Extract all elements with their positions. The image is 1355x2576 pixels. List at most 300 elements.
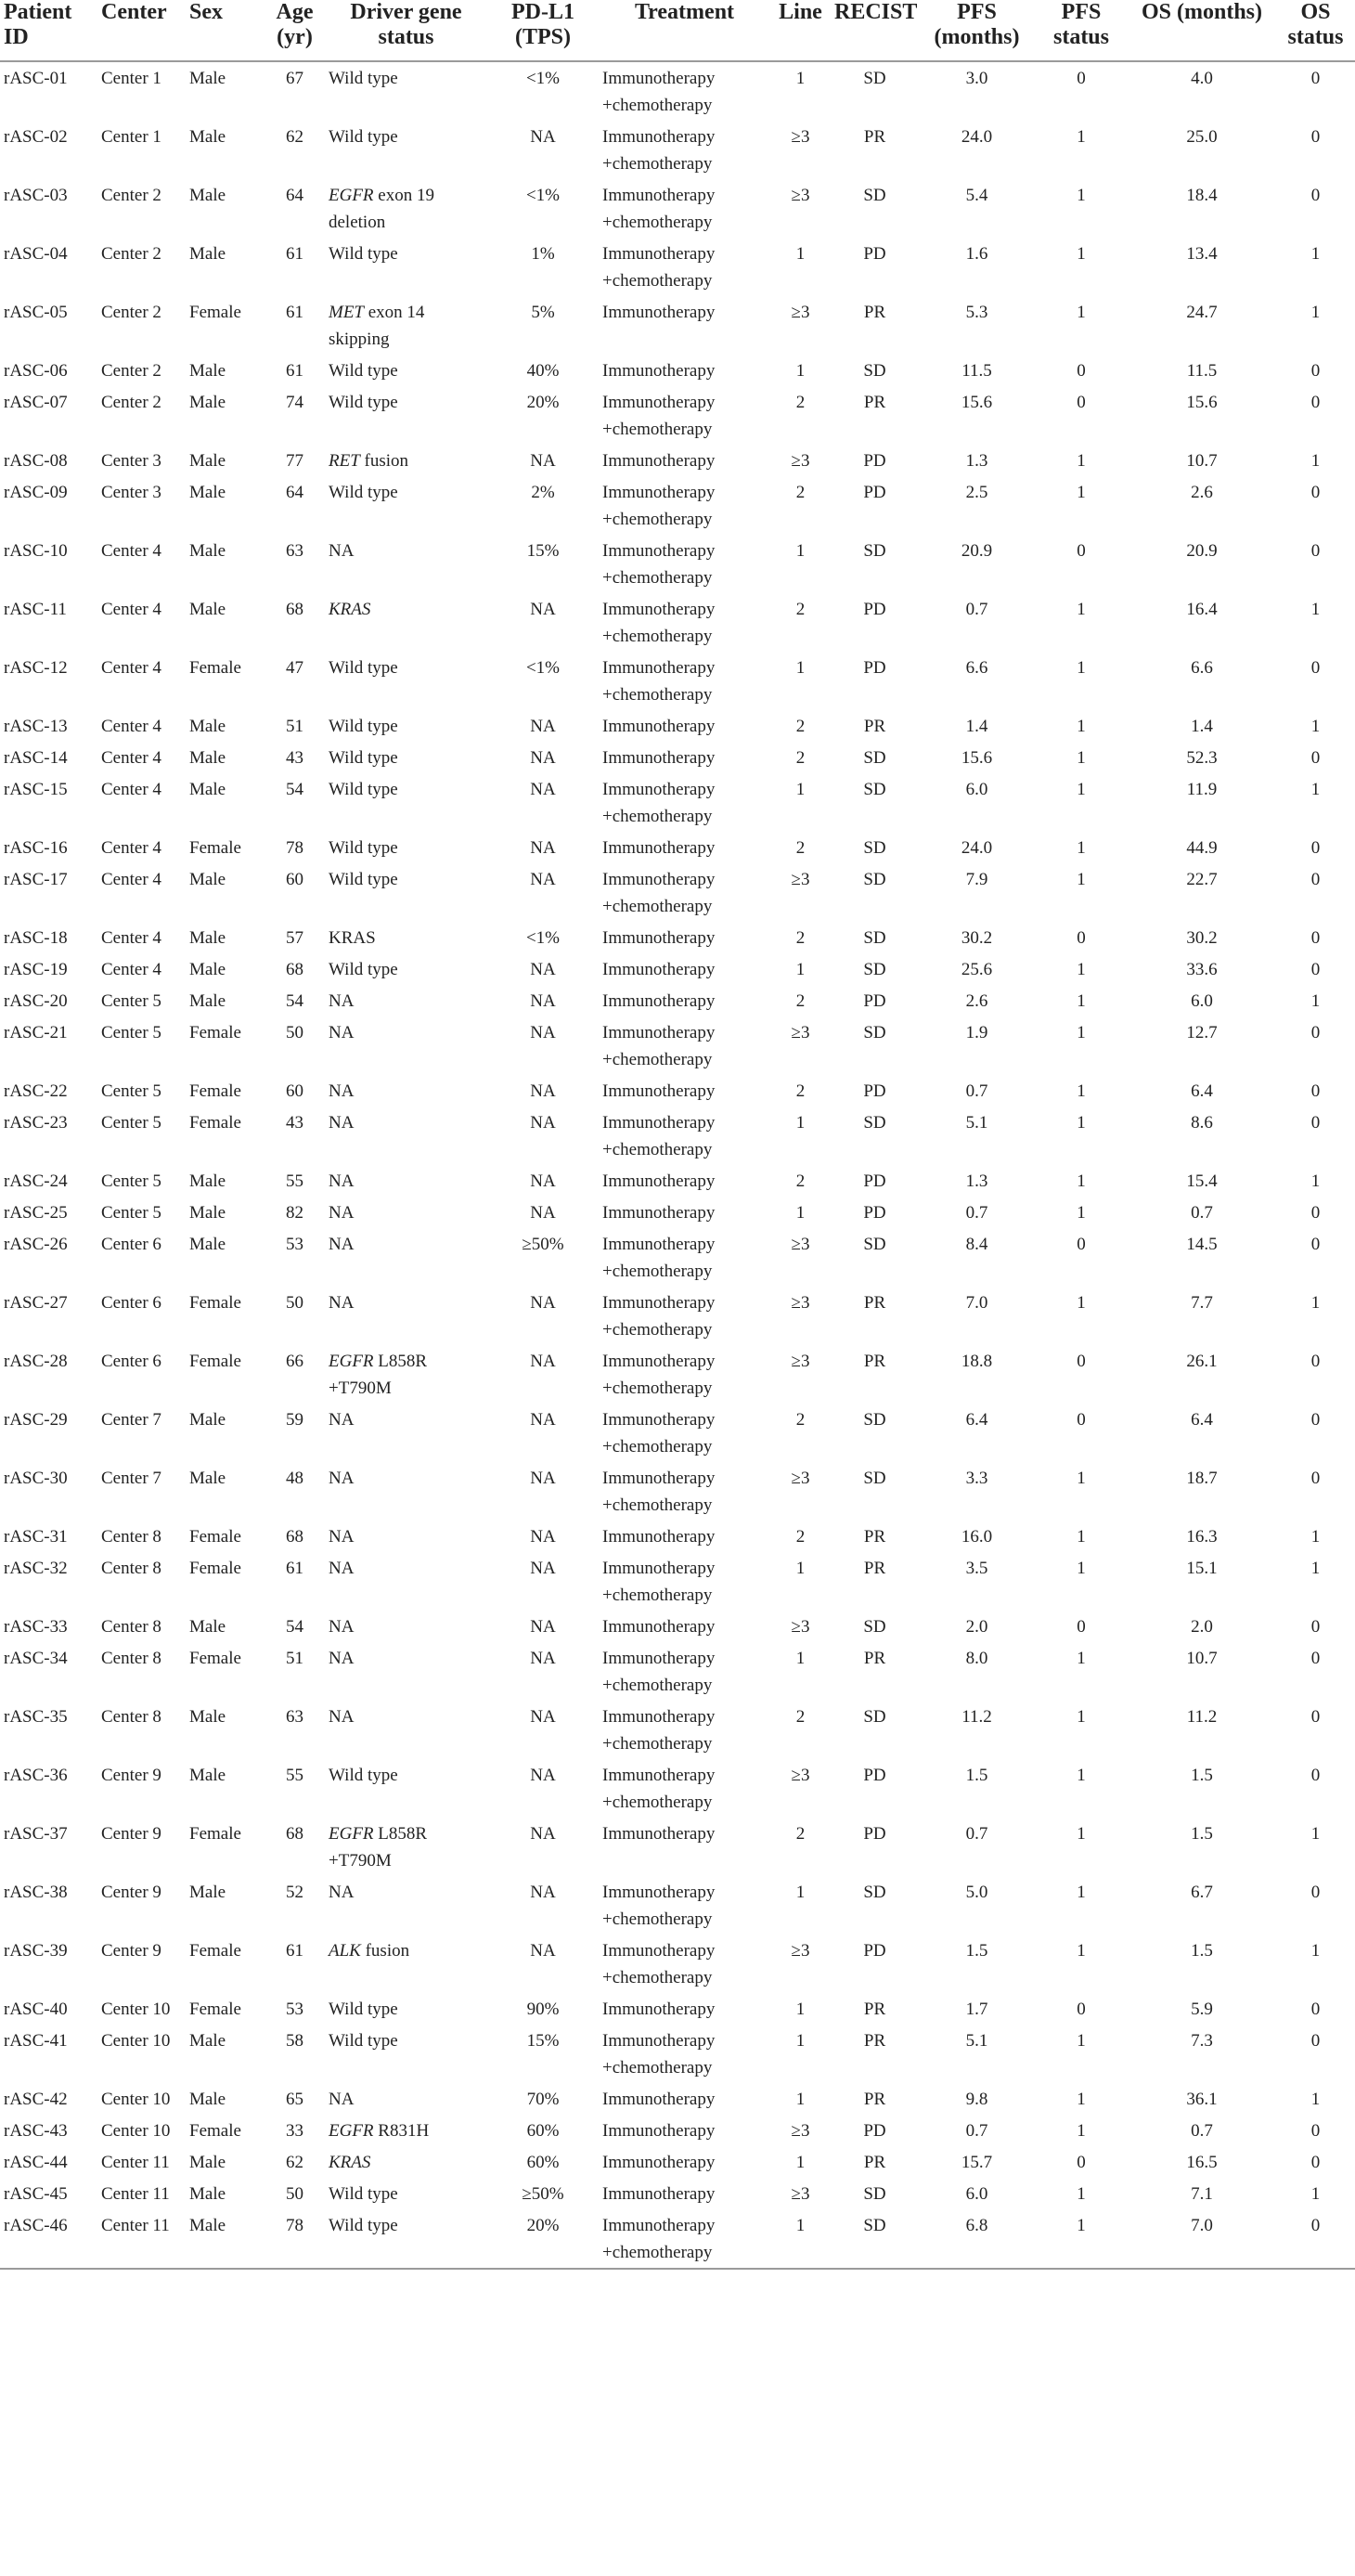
cell-pdl1: NA: [530, 600, 556, 619]
cell-driver-gene: [325, 355, 487, 386]
cell-line: 2: [795, 717, 806, 736]
cell-pdl1: 60%: [526, 2153, 560, 2172]
cell-os: 0.7: [1191, 1203, 1213, 1223]
gene-detail: Wild type: [329, 960, 398, 979]
cell-treatment: Immunotherapy +chemotherapy: [602, 1649, 716, 1695]
cell-line: ≥3: [791, 1766, 810, 1785]
cell-pdl1: NA: [530, 991, 556, 1011]
cell-patient-id: rASC-45: [4, 2184, 68, 2204]
cell-pfs: 0.7: [965, 1203, 988, 1223]
cell-patient-id: rASC-36: [4, 1766, 68, 1785]
gene-detail: R831H: [373, 2121, 430, 2141]
cell-pdl1: ≥50%: [522, 1235, 564, 1254]
cell-line: 1: [795, 2090, 806, 2109]
cell-center: Center 2: [101, 244, 161, 264]
cell-center: Center 5: [101, 1113, 161, 1133]
cell-pdl1: NA: [530, 1707, 556, 1727]
cell-pdl1: 60%: [526, 2121, 560, 2141]
cell-pfs-status: 1: [1077, 2121, 1086, 2141]
cell-line: 2: [795, 600, 806, 619]
cell-pfs-status: 0: [1077, 928, 1086, 948]
cell-age: 54: [286, 1617, 303, 1637]
cell-driver-gene: [325, 985, 487, 1016]
cell-os-status: 0: [1310, 2000, 1321, 2019]
cell-sex: Female: [189, 1649, 241, 1668]
cell-os: 25.0: [1186, 127, 1218, 147]
cell-age: 55: [286, 1766, 303, 1785]
cell-patient-id: rASC-04: [4, 244, 68, 264]
cell-line: ≥3: [791, 186, 810, 205]
cell-age: 65: [286, 2090, 303, 2109]
cell-recist: PD: [863, 1171, 886, 1191]
cell-os-status: 1: [1310, 1559, 1321, 1578]
cell-patient-id: rASC-14: [4, 748, 68, 768]
table-row: [0, 1521, 1355, 1552]
cell-os: 20.9: [1186, 541, 1218, 561]
gene-detail: NA: [329, 1023, 355, 1042]
cell-pfs-status: 0: [1077, 393, 1086, 412]
cell-sex: Male: [189, 600, 226, 619]
cell-os-status: 0: [1310, 928, 1321, 948]
cell-recist: SD: [863, 69, 886, 88]
cell-pfs: 0.7: [965, 1824, 988, 1844]
cell-pfs-status: 1: [1077, 2090, 1086, 2109]
cell-patient-id: rASC-15: [4, 780, 68, 799]
cell-line: 1: [795, 658, 806, 678]
cell-age: 78: [265, 2209, 325, 2269]
cell-pfs: 24.0: [961, 838, 993, 858]
cell-line: 2: [795, 1527, 806, 1547]
cell-center: Center 11: [101, 2153, 170, 2172]
cell-center: Center 2: [101, 186, 161, 205]
cell-age: 60: [286, 870, 303, 889]
cell-patient-id: rASC-08: [4, 451, 68, 471]
cell-pdl1: NA: [530, 1824, 556, 1844]
cell-pfs: 8.4: [965, 1235, 988, 1254]
cell-line: ≥3: [791, 1941, 810, 1961]
table-row: [0, 1759, 1355, 1818]
gene-detail: NA: [329, 541, 355, 561]
cell-line: 1: [795, 1559, 806, 1578]
cell-center: Center 4: [101, 658, 161, 678]
cell-center: Center 1: [101, 127, 161, 147]
header-driver-gene: Driver gene status: [325, 0, 487, 61]
cell-pfs-status: 1: [1077, 1293, 1086, 1313]
cell-os-status: 0: [1310, 1023, 1321, 1042]
cell-pfs: 8.0: [965, 1649, 988, 1668]
cell-os: 0.7: [1191, 2121, 1213, 2141]
cell-pdl1: 15%: [526, 541, 560, 561]
cell-pfs: 11.5: [961, 361, 992, 381]
cell-treatment: Immunotherapy: [602, 1081, 716, 1101]
cell-recist: SD: [831, 2209, 919, 2269]
cell-sex: Male: [189, 361, 226, 381]
cell-patient-id: rASC-13: [4, 717, 68, 736]
cell-recist: PR: [863, 393, 886, 412]
cell-patient-id: rASC-28: [4, 1352, 68, 1371]
cell-pfs: 5.4: [965, 186, 988, 205]
cell-pfs: 0.7: [965, 2121, 988, 2141]
cell-pfs: 5.0: [965, 1883, 988, 1902]
cell-pdl1: NA: [530, 451, 556, 471]
cell-patient-id: rASC-42: [4, 2090, 68, 2109]
cell-pfs-status: 1: [1077, 1203, 1086, 1223]
cell-age: 63: [286, 1707, 303, 1727]
cell-line: 2: [795, 1824, 806, 1844]
cell-driver-gene: [325, 1759, 487, 1818]
cell-recist: SD: [863, 1113, 886, 1133]
cell-patient-id: rASC-23: [4, 1113, 68, 1133]
cell-center: Center 8: [101, 1617, 161, 1637]
cell-os: 7.1: [1191, 2184, 1213, 2204]
cell-os: 1.5: [1191, 1941, 1213, 1961]
cell-pfs: 1.3: [965, 451, 988, 471]
cell-recist: SD: [863, 928, 886, 948]
cell-os-status: 1: [1310, 600, 1321, 619]
cell-age: 54: [286, 780, 303, 799]
table-row: [0, 1016, 1355, 1075]
cell-center: Center 4: [101, 717, 161, 736]
cell-driver-gene: [325, 2083, 487, 2115]
cell-pfs: 1.3: [965, 1171, 988, 1191]
cell-treatment: Immunotherapy +chemotherapy: [602, 1235, 716, 1281]
gene-detail: fusion: [359, 451, 409, 471]
cell-line: ≥3: [791, 1469, 810, 1488]
cell-patient-id: rASC-25: [4, 1203, 68, 1223]
cell-recist: SD: [863, 960, 886, 979]
cell-patient-id: rASC-16: [4, 838, 68, 858]
gene-detail: NA: [329, 1527, 355, 1547]
cell-driver-gene: [325, 1287, 487, 1345]
gene-detail: NA: [329, 1707, 355, 1727]
cell-line: 2: [795, 1410, 806, 1430]
gene-detail: L858R +T790M: [329, 1824, 428, 1871]
cell-os-status: 0: [1310, 1235, 1321, 1254]
cell-sex: Male: [189, 393, 226, 412]
cell-recist: PR: [863, 1352, 886, 1371]
cell-sex: Male: [189, 780, 226, 799]
cell-patient-id: rASC-41: [4, 2031, 68, 2051]
cell-pdl1: 70%: [526, 2090, 560, 2109]
gene-detail: Wild type: [329, 127, 398, 147]
header-row: [0, 0, 1355, 61]
cell-recist: PD: [863, 244, 886, 264]
cell-pdl1: 20%: [526, 393, 560, 412]
cell-pdl1: 90%: [526, 2000, 560, 2019]
cell-sex: Male: [189, 1707, 226, 1727]
cell-pfs-status: 1: [1077, 483, 1086, 502]
cell-pfs-status: 1: [1077, 186, 1086, 205]
cell-patient-id: rASC-10: [4, 541, 68, 561]
cell-recist: SD: [863, 838, 886, 858]
cell-line: 1: [795, 780, 806, 799]
cell-treatment: Immunotherapy: [602, 838, 716, 858]
cell-recist: PR: [863, 2090, 886, 2109]
cell-os-status: 1: [1310, 1171, 1321, 1191]
cell-pdl1: NA: [530, 1352, 556, 1371]
cell-patient-id: rASC-32: [4, 1559, 68, 1578]
gene-detail: NA: [329, 1410, 355, 1430]
gene-name: EGFR: [329, 1352, 374, 1371]
cell-driver-gene: [325, 179, 487, 238]
cell-pfs-status: 1: [1077, 1766, 1086, 1785]
cell-recist: SD: [863, 186, 886, 205]
cell-pfs-status: 1: [1077, 1171, 1086, 1191]
cell-age: 54: [286, 991, 303, 1011]
cell-pfs: 1.4: [965, 717, 988, 736]
cell-treatment: Immunotherapy +chemotherapy: [602, 1766, 716, 1812]
cell-age: 77: [286, 451, 303, 471]
cell-recist: SD: [863, 1023, 886, 1042]
cell-sex: Male: [189, 483, 226, 502]
cell-patient-id: rASC-30: [4, 1469, 68, 1488]
cell-pfs-status: 1: [1077, 600, 1086, 619]
cell-center: Center 5: [101, 1023, 161, 1042]
cell-pdl1: <1%: [525, 69, 561, 88]
cell-line: ≥3: [791, 2184, 810, 2204]
gene-detail: NA: [329, 1649, 355, 1668]
cell-age: 57: [286, 928, 303, 948]
cell-sex: Male: [189, 991, 226, 1011]
cell-pfs: 6.6: [965, 658, 988, 678]
cell-center: Center 5: [101, 1081, 161, 1101]
cell-patient-id: rASC-11: [4, 600, 67, 619]
cell-recist: PD: [863, 1941, 886, 1961]
cell-age: 74: [286, 393, 303, 412]
table-row: [0, 1935, 1355, 1993]
table-row: [0, 535, 1355, 593]
cell-pfs-status: 1: [1077, 1081, 1086, 1101]
cell-line: 2: [795, 1707, 806, 1727]
cell-line: 2: [795, 991, 806, 1011]
cell-pfs: 1.6: [965, 244, 988, 264]
cell-treatment: Immunotherapy +chemotherapy: [602, 1469, 716, 1515]
cell-pfs: 11.2: [961, 1707, 992, 1727]
cell-os: 2.0: [1191, 1617, 1213, 1637]
cell-treatment: Immunotherapy: [602, 1527, 716, 1547]
cell-recist: PD: [863, 1766, 886, 1785]
table-row: [0, 2146, 1355, 2178]
cell-recist: PR: [863, 2000, 886, 2019]
cell-recist: PD: [863, 600, 886, 619]
gene-detail: Wild type: [329, 393, 398, 412]
table-row: [0, 1642, 1355, 1701]
cell-driver-gene: [325, 652, 487, 710]
cell-pdl1: NA: [530, 780, 556, 799]
cell-center: Center 3: [101, 451, 161, 471]
cell-pfs-status: 0: [1077, 1617, 1086, 1637]
cell-pfs: 15.7: [961, 2153, 993, 2172]
cell-os-status: 0: [1310, 69, 1321, 88]
cell-recist: SD: [863, 541, 886, 561]
cell-recist: PR: [863, 2031, 886, 2051]
cell-os-status: 0: [1310, 361, 1321, 381]
cell-pdl1: NA: [530, 960, 556, 979]
cell-sex: Male: [189, 69, 226, 88]
cell-driver-gene: [325, 1016, 487, 1075]
cell-center: Center 5: [101, 1171, 161, 1191]
cell-sex: Male: [189, 928, 226, 948]
cell-center: Center 4: [101, 541, 161, 561]
cell-pfs-status: 0: [1077, 1235, 1086, 1254]
gene-name: MET: [329, 303, 364, 322]
cell-recist: PD: [863, 1081, 886, 1101]
cell-pfs: 24.0: [961, 127, 993, 147]
table-row: [0, 863, 1355, 922]
cell-center: Center 10: [101, 2031, 171, 2051]
header-recist: RECIST: [831, 0, 919, 61]
cell-line: ≥3: [791, 1293, 810, 1313]
cell-line: 2: [795, 393, 806, 412]
gene-name: EGFR: [329, 1824, 374, 1844]
cell-os-status: 1: [1310, 1824, 1321, 1844]
cell-recist: SD: [863, 780, 886, 799]
cell-driver-gene: [325, 922, 487, 953]
cell-pfs: 15.6: [961, 748, 993, 768]
cell-treatment: Immunotherapy: [602, 361, 716, 381]
cell-os: 30.2: [1186, 928, 1218, 948]
cell-os: 2.6: [1191, 483, 1213, 502]
cell-treatment: Immunotherapy: [602, 748, 716, 768]
cell-driver-gene: [325, 1552, 487, 1611]
cell-center: Center 4: [101, 960, 161, 979]
cell-center: Center 5: [101, 991, 161, 1011]
table-row: [0, 2178, 1355, 2209]
cell-os: 18.7: [1186, 1469, 1218, 1488]
gene-detail: Wild type: [329, 244, 398, 264]
cell-sex: Male: [189, 870, 226, 889]
table-row: [0, 1165, 1355, 1197]
cell-os-status: 0: [1310, 1883, 1321, 1902]
cell-treatment: Immunotherapy +chemotherapy: [602, 1352, 716, 1398]
cell-sex: Male: [189, 541, 226, 561]
cell-age: 61: [286, 1941, 303, 1961]
cell-patient-id: rASC-37: [4, 1824, 68, 1844]
cell-os-status: 0: [1310, 658, 1321, 678]
cell-line: 1: [795, 69, 806, 88]
cell-os: 10.7: [1186, 451, 1218, 471]
cell-center: Center 4: [101, 870, 161, 889]
cell-pdl1: NA: [530, 1410, 556, 1430]
cell-patient-id: rASC-03: [4, 186, 68, 205]
cell-center: Center 5: [101, 1203, 161, 1223]
cell-pfs-status: 1: [1077, 1113, 1086, 1133]
cell-pdl1: NA: [530, 1113, 556, 1133]
table-row: [0, 61, 1355, 121]
cell-recist: PR: [863, 2153, 886, 2172]
cell-pdl1: 20%: [487, 2209, 599, 2269]
cell-sex: Female: [189, 838, 241, 858]
gene-detail: Wild type: [329, 361, 398, 381]
cell-line: ≥3: [791, 451, 810, 471]
cell-treatment: Immunotherapy: [602, 991, 716, 1011]
cell-treatment: Immunotherapy +chemotherapy: [602, 244, 716, 291]
header-age: Age (yr): [265, 0, 325, 61]
cell-driver-gene: [325, 2115, 487, 2146]
cell-pfs-status: 1: [1077, 1941, 1086, 1961]
gene-detail: Wild type: [329, 483, 398, 502]
cell-line: 1: [795, 361, 806, 381]
cell-sex: Female: [189, 2000, 241, 2019]
cell-treatment: Immunotherapy: [602, 1824, 716, 1844]
cell-line: 1: [795, 244, 806, 264]
cell-recist: PD: [863, 991, 886, 1011]
cell-pfs: 2.0: [965, 1617, 988, 1637]
cell-pdl1: <1%: [525, 928, 561, 948]
cell-patient-id: rASC-21: [4, 1023, 68, 1042]
table-row: [0, 773, 1355, 832]
cell-os-status: 0: [1310, 960, 1321, 979]
cell-os: 52.3: [1186, 748, 1218, 768]
cell-os-status: 0: [1310, 1707, 1321, 1727]
cell-treatment: Immunotherapy +chemotherapy: [602, 1293, 716, 1340]
cell-pfs-status: 1: [1077, 780, 1086, 799]
cell-center: Center 7: [101, 1469, 161, 1488]
cell-treatment: Immunotherapy: [602, 2184, 716, 2204]
cell-center: Center 4: [101, 928, 161, 948]
cell-pfs: 18.8: [961, 1352, 993, 1371]
cell-os-status: 0: [1310, 127, 1321, 147]
cell-driver-gene: [325, 710, 487, 742]
cell-pfs-status: 0: [1077, 361, 1086, 381]
gene-detail: NA: [329, 1469, 355, 1488]
cell-age: 61: [286, 244, 303, 264]
cell-os-status: 1: [1310, 2090, 1321, 2109]
cell-age: 53: [286, 2000, 303, 2019]
cell-pfs: 25.6: [961, 960, 993, 979]
cell-patient-id: rASC-44: [4, 2153, 68, 2172]
table-row: [0, 2083, 1355, 2115]
cell-os-status: 1: [1310, 780, 1321, 799]
gene-detail: NA: [329, 2090, 355, 2109]
gene-name: KRAS: [329, 2153, 371, 2172]
cell-driver-gene: [325, 1107, 487, 1165]
cell-os: 1.5: [1191, 1824, 1213, 1844]
cell-line: 1: [795, 1203, 806, 1223]
cell-pfs-status: 1: [1077, 303, 1086, 322]
cell-pdl1: 5%: [531, 303, 555, 322]
cell-pfs: 5.1: [965, 1113, 988, 1133]
cell-age: 33: [286, 2121, 303, 2141]
cell-line: ≥3: [791, 2121, 810, 2141]
cell-sex: Female: [189, 1023, 241, 1042]
cell-treatment: Immunotherapy +chemotherapy: [602, 658, 716, 705]
cell-driver-gene: [325, 2146, 487, 2178]
cell-os: 44.9: [1186, 838, 1218, 858]
cell-os: 18.4: [1186, 186, 1218, 205]
cell-pfs: 5.3: [965, 303, 988, 322]
cell-age: 68: [286, 600, 303, 619]
cell-patient-id: rASC-33: [4, 1617, 68, 1637]
header-os: OS (months): [1128, 0, 1276, 61]
cell-driver-gene: [325, 773, 487, 832]
cell-line: ≥3: [791, 1235, 810, 1254]
cell-sex: Male: [189, 244, 226, 264]
table-row: [0, 1701, 1355, 1759]
table-row: [0, 1876, 1355, 1935]
cell-center: Center 9: [101, 1941, 161, 1961]
cell-recist: PR: [863, 1649, 886, 1668]
cell-os-status: 0: [1310, 2031, 1321, 2051]
cell-driver-gene: [325, 386, 487, 445]
cell-driver-gene: [325, 1521, 487, 1552]
cell-pfs-status: 0: [1077, 69, 1086, 88]
cell-pfs: 3.3: [965, 1469, 988, 1488]
cell-center: Center 6: [101, 1352, 161, 1371]
cell-os-status: 0: [1310, 541, 1321, 561]
cell-pfs-status: 1: [1035, 2209, 1128, 2269]
cell-patient-id: rASC-39: [4, 1941, 68, 1961]
